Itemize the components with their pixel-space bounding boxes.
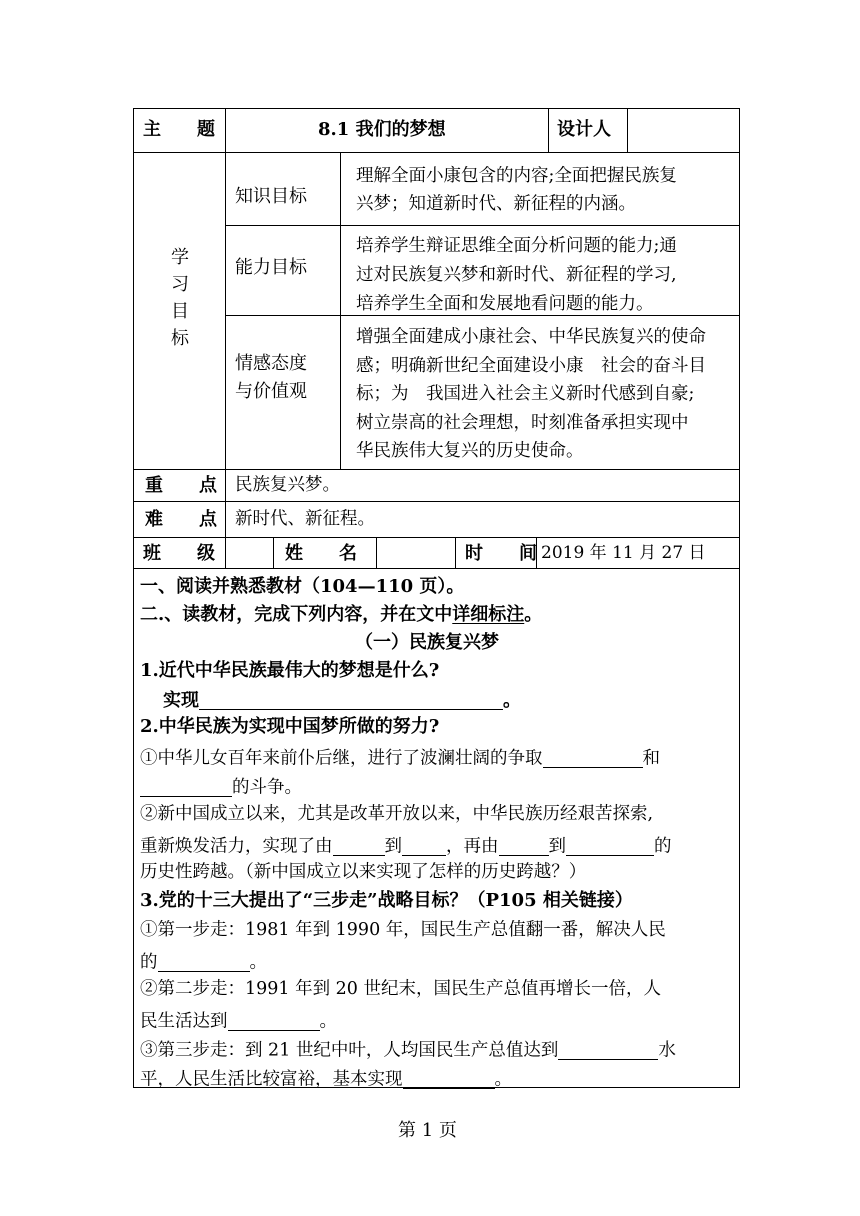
ability-goal-label: 能力目标 [235, 257, 307, 278]
objectives-char: 标 [171, 328, 189, 349]
key-point-value: 民族复兴梦。 [235, 475, 340, 495]
question-3-step-1-cont [140, 951, 267, 972]
question-1-answer [163, 689, 521, 710]
text-line: 过对民族复兴梦和新时代、新征程的学习, [356, 265, 677, 285]
section-title: （一）民族复兴梦 [355, 632, 499, 653]
text-line: 标；为 我国进入社会主义新时代感到自豪; [356, 384, 695, 405]
knowledge-goal-text [356, 162, 677, 218]
question-3-step-3-cont [140, 1068, 512, 1089]
instruction-line-2 [140, 606, 542, 624]
answer-blank[interactable] [140, 776, 232, 797]
text-span: 二.、读教材，完成下列内容，并在文中 [140, 604, 453, 625]
answer-blank[interactable] [558, 1039, 658, 1060]
text-line: 兴梦；知道新时代、新征程的内涵。 [356, 194, 636, 214]
question-3-step-1: ①第一步走：1981 年到 1990 年，国民生产总值翻一番，解决人民 [140, 920, 666, 940]
question-3-step-2: ②第二步走：1991 年到 20 世纪末，国民生产总值再增长一倍，人 [140, 979, 661, 999]
key-point-label: 重 点 [145, 475, 217, 496]
text-line: 华民族伟大复兴的历史使命。 [356, 441, 584, 462]
difficulty-value: 新时代、新征程。 [235, 509, 375, 529]
text-span: 的斗争。 [232, 777, 302, 798]
text-span: 民生活达到 [140, 1011, 228, 1032]
answer-blank[interactable] [228, 1010, 320, 1031]
table-border-right [739, 108, 740, 1088]
text-span: 重新焕发活力，实现了由 [140, 836, 333, 857]
text-span: ①中华儿女百年来前仆后继，进行了波澜壮阔的争取 [140, 748, 543, 769]
objectives-char: 学 [171, 247, 189, 268]
emotion-goal-label [235, 350, 307, 406]
text-line: 感；明确新世纪全面建设小康 社会的奋斗目 [356, 355, 706, 376]
answer-blank[interactable] [333, 835, 385, 856]
table-border-left [133, 108, 134, 1088]
question-2-item-1-cont [140, 776, 302, 797]
text-span: 的 [140, 952, 158, 973]
question-2-item-2-cont [140, 835, 672, 856]
answer-blank[interactable] [543, 747, 643, 768]
name-label: 姓 名 [285, 543, 357, 564]
question-3-step-2-cont [140, 1010, 337, 1031]
answer-blank[interactable] [199, 689, 503, 710]
time-value: 2019 年 11 月 27 日 [541, 543, 706, 563]
answer-blank[interactable] [402, 835, 446, 856]
text-span: 的 [654, 836, 672, 857]
text-span: 和 [642, 748, 660, 769]
objectives-char: 目 [171, 301, 189, 322]
knowledge-goal-label: 知识目标 [235, 186, 307, 207]
page-number: 第 1 页 [398, 1120, 457, 1141]
text-line: 理解全面小康包含的内容;全面把握民族复 [356, 166, 677, 186]
text-span: 。 [494, 1069, 512, 1090]
time-label: 时 间 [465, 543, 537, 564]
objectives-group-label [160, 244, 200, 352]
difficulty-label: 难 点 [145, 509, 217, 530]
answer-blank[interactable] [403, 1068, 495, 1089]
text-span: 。 [249, 952, 267, 973]
designer-label: 设计人 [557, 119, 611, 140]
underlined-text: 详细标注 [452, 604, 525, 625]
question-2-item-1 [140, 747, 660, 768]
text-span: 水 [658, 1040, 676, 1061]
emotion-goal-text [356, 323, 706, 466]
class-label: 班 级 [143, 543, 215, 564]
col-divider [627, 108, 628, 153]
answer-blank[interactable] [499, 835, 549, 856]
subject-label: 主 题 [143, 119, 215, 140]
answer-blank[interactable] [158, 951, 250, 972]
ability-goal-text [356, 232, 677, 319]
question-3: 3.党的十三大提出了“三步走”战略目标？（P105 相关链接） [140, 890, 633, 911]
text-span: 平，人民生活比较富裕，基本实现 [140, 1069, 403, 1090]
text-span: 到 [384, 836, 402, 857]
text-span: 到 [548, 836, 566, 857]
text-line: 增强全面建成小康社会、中华民族复兴的使命 [356, 327, 706, 347]
text-line: 情感态度 [235, 353, 307, 374]
col-divider [225, 108, 226, 569]
question-3-step-3 [140, 1039, 676, 1060]
text-span: 。 [524, 604, 543, 625]
text-line: 培养学生全面和发展地看问题的能力。 [356, 294, 654, 314]
col-divider [273, 537, 274, 569]
text-line: 培养学生辩证思维全面分析问题的能力;通 [356, 236, 677, 256]
text-line: 与价值观 [235, 381, 307, 402]
question-1: 1.近代中华民族最伟大的梦想是什么? [140, 660, 440, 681]
question-2: 2.中华民族为实现中国梦所做的努力? [140, 716, 440, 737]
text-span: 。 [319, 1011, 337, 1032]
question-2-item-2: ②新中国成立以来，尤其是改革开放以来，中华民族历经艰苦探索, [140, 804, 654, 824]
instruction-line-1: 一、阅读并熟悉教材（104—110 页）。 [140, 576, 465, 597]
text-line: 树立崇高的社会理想，时刻准备承担实现中 [356, 412, 689, 433]
col-divider [548, 108, 549, 153]
text-span: 实现 [163, 690, 199, 711]
subject-title: 8.1 我们的梦想 [318, 119, 446, 140]
answer-blank[interactable] [566, 835, 654, 856]
row-divider [225, 225, 740, 226]
text-span: ，再由 [446, 836, 499, 857]
col-divider [376, 537, 377, 569]
text-span: 。 [503, 690, 521, 711]
col-divider [455, 537, 456, 569]
col-divider [340, 152, 341, 470]
question-2-item-2-cont2: 历史性跨越。（新中国成立以来实现了怎样的历史跨越？） [140, 862, 587, 882]
text-span: ③第三步走：到 21 世纪中叶，人均国民生产总值达到 [140, 1040, 559, 1061]
objectives-char: 习 [171, 274, 189, 295]
